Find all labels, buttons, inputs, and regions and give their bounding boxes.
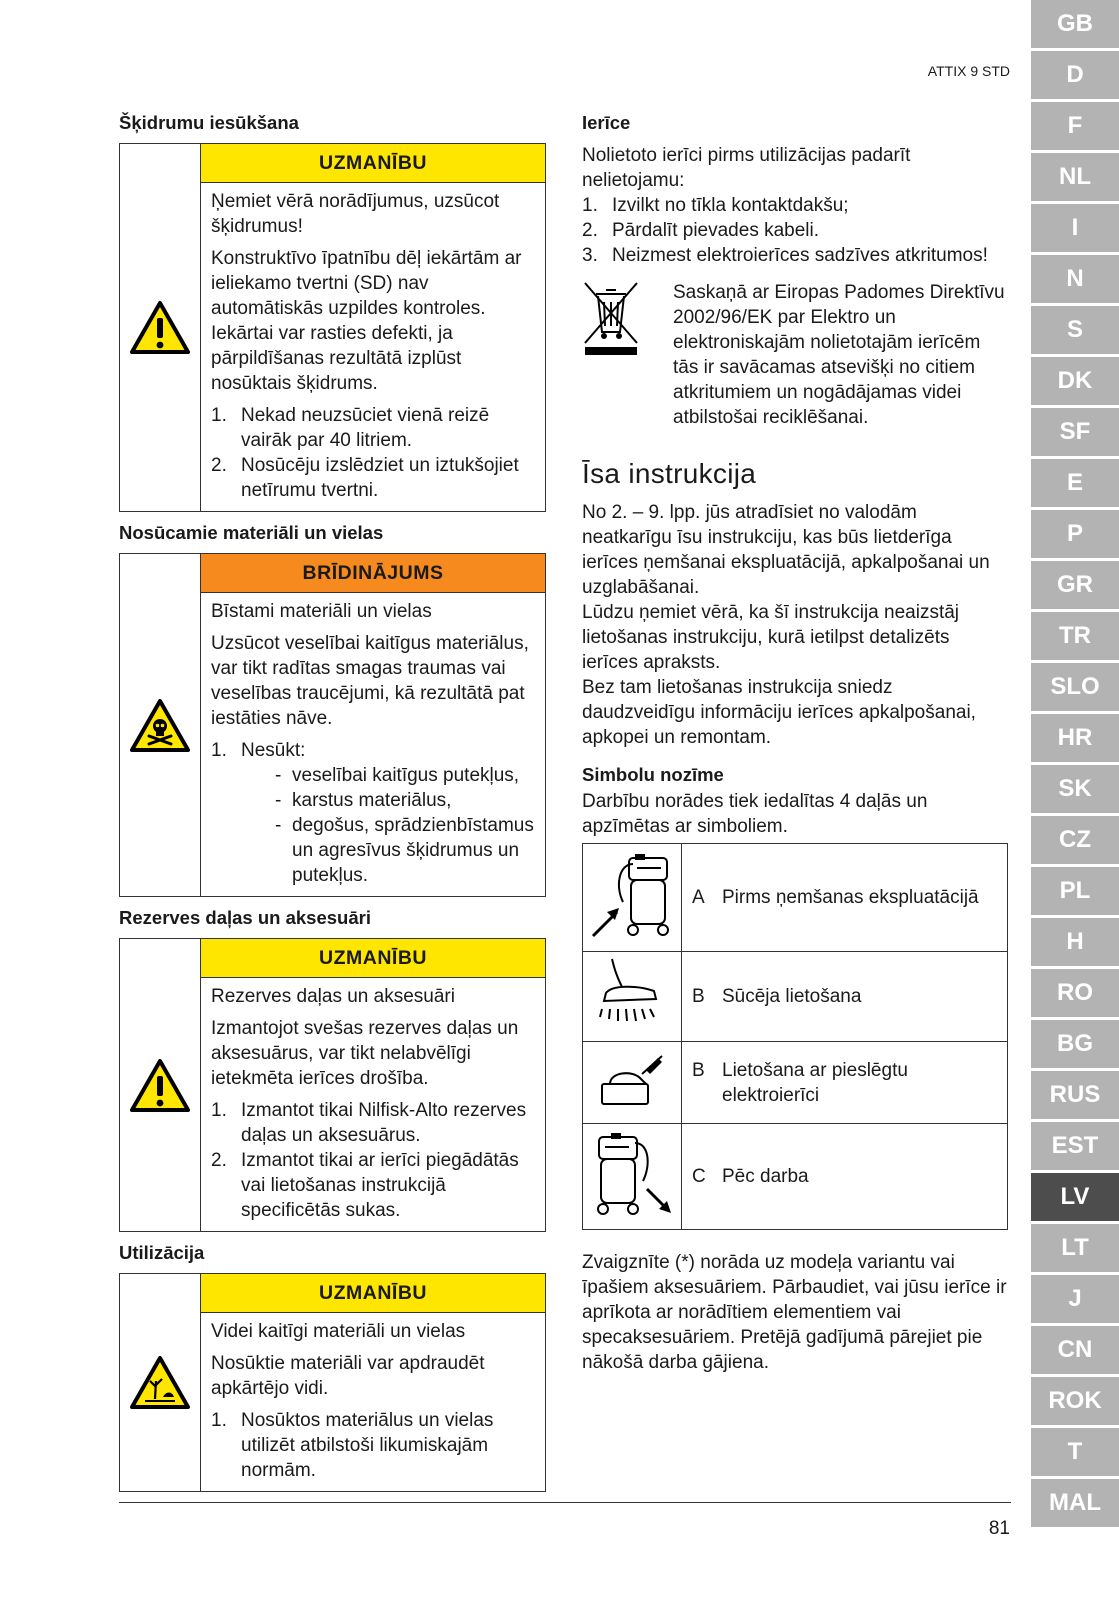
section-heading: Rezerves daļas un aksesuāri xyxy=(119,907,371,928)
language-tab-i[interactable]: I xyxy=(1031,204,1119,252)
language-tab-mal[interactable]: MAL xyxy=(1031,1479,1119,1527)
warning-triangle-icon xyxy=(120,939,201,1231)
language-tab-cz[interactable]: CZ xyxy=(1031,816,1119,864)
section-heading: Utilizācija xyxy=(119,1242,205,1263)
vacuum-after-work-icon xyxy=(583,1124,682,1230)
symbol-letter: C xyxy=(692,1166,706,1187)
table-row xyxy=(583,844,1008,952)
list-item: 1. Izmantot tikai Nilfisk-Alto rezerves daļas un aksesuārus. xyxy=(211,1100,527,1146)
list-item: 2. Nosūcēju izslēdziet un iztukšojiet netīrumu tvertni. xyxy=(211,455,519,501)
list-item: 1. Nesūkt: - veselībai kaitīgus putekļus, - karstus materiālus, - degošus, sprādzienbīstamus un agresīvus šķidrumus un putekļus. xyxy=(211,740,534,886)
table-row xyxy=(583,952,1008,1042)
environment-hazard-icon xyxy=(120,1274,201,1491)
section-heading: Simbolu nozīme xyxy=(582,764,724,785)
weee-text: Saskaņā ar Eiropas Padomes Direktīvu 2002/96/EK par Elektro un elektroniskajām nolietotajām ierīcēm tās ir savācamas atsevišķi no citiem atkritumiem un nogādājamas videi atbilstošai reciklēšanai. xyxy=(673,282,1005,428)
language-tab-e[interactable]: E xyxy=(1031,459,1119,507)
language-tab-t[interactable]: T xyxy=(1031,1428,1119,1476)
caution-label: UZMANĪBU xyxy=(201,144,545,183)
language-tab-sk[interactable]: SK xyxy=(1031,765,1119,813)
paragraph: Videi kaitīgi materiāli un vielas xyxy=(211,1321,466,1342)
language-tab-h[interactable]: H xyxy=(1031,918,1119,966)
language-tab-rok[interactable]: ROK xyxy=(1031,1377,1119,1425)
symbol-text: Pirms ņemšanas ekspluatācijā xyxy=(722,887,979,908)
vacuum-nozzle-icon xyxy=(583,952,682,1042)
paragraph: Nolietoto ierīci pirms utilizācijas padarīt nelietojamu: xyxy=(582,145,911,191)
language-tab-gr[interactable]: GR xyxy=(1031,561,1119,609)
list-item: 3. Neizmest elektroierīces sadzīves atkritumos! xyxy=(582,245,988,266)
footer-rule xyxy=(119,1502,1011,1503)
sub-list-item: - degošus, sprādzienbīstamus un agresīvus šķidrumus un putekļus. xyxy=(275,815,534,886)
paragraph: Zvaigznīte (*) norāda uz modeļa variantu vai īpašiem aksesuāriem. Pārbaudiet, vai jūsu ierīce ir aprīkota ar norādītiem elementiem vai specaksesuāriem. Pretējā gadījumā pārejiet pie nākošā darba gājiena. xyxy=(582,1252,1007,1373)
symbol-text: Sūcēja lietošana xyxy=(722,986,862,1007)
language-tabs xyxy=(1031,0,1119,1530)
warning-triangle-icon xyxy=(120,144,201,511)
sub-list-item: - veselībai kaitīgus putekļus, xyxy=(275,765,520,786)
list-item: 2. Izmantot tikai ar ierīci piegādātās vai lietošanas instrukcijā specificētās sukas. xyxy=(211,1150,519,1221)
caution-label: UZMANĪBU xyxy=(201,939,545,978)
symbol-text: Pēc darba xyxy=(722,1166,809,1187)
language-tab-gb[interactable]: GB xyxy=(1031,0,1119,48)
symbol-text: Lietošana ar pieslēgtu elektroierīci xyxy=(722,1059,908,1106)
language-tab-hr[interactable]: HR xyxy=(1031,714,1119,762)
language-tab-sf[interactable]: SF xyxy=(1031,408,1119,456)
crossed-bin-icon xyxy=(582,280,673,430)
page-number: 81 xyxy=(988,1518,1010,1539)
paragraph: Nosūktie materiāli var apdraudēt apkārtējo vidi. xyxy=(211,1353,485,1399)
paragraph: Konstruktīvo īpatnību dēļ iekārtām ar ieliekamo tvertni (SD) nav automātiskās uzpildes kontroles. Iekārtai var rasties defekti, ja pārpildīšanas rezultātā izplūst nosūktais šķidrums. xyxy=(211,248,522,394)
warning-label: BRĪDINĀJUMS xyxy=(201,554,545,593)
paragraph: Bīstami materiāli un vielas xyxy=(211,601,432,622)
language-tab-bg[interactable]: BG xyxy=(1031,1020,1119,1068)
language-tab-d[interactable]: D xyxy=(1031,51,1119,99)
language-tab-ro[interactable]: RO xyxy=(1031,969,1119,1017)
language-tab-p[interactable]: P xyxy=(1031,510,1119,558)
vacuum-setup-icon xyxy=(583,844,682,952)
symbol-letter: B xyxy=(692,1059,705,1081)
paragraph: Bez tam lietošanas instrukcija sniedz daudzveidīgu informāciju ierīces apkalpošanai, apkopei un remontam. xyxy=(582,677,976,748)
power-tool-icon xyxy=(583,1042,682,1124)
language-tab-pl[interactable]: PL xyxy=(1031,867,1119,915)
table-row xyxy=(583,1042,1008,1124)
section-heading: Šķidrumu iesūkšana xyxy=(119,112,299,133)
symbol-letter: B xyxy=(692,986,705,1007)
language-tab-n[interactable]: N xyxy=(1031,255,1119,303)
paragraph: Rezerves daļas un aksesuāri xyxy=(211,986,455,1007)
paragraph: Izmantojot svešas rezerves daļas un aksesuārus, var tikt nelabvēlīgi ietekmēta ierīces drošība. xyxy=(211,1018,519,1089)
section-title: Īsa instrukcija xyxy=(582,458,757,489)
section-heading: Ierīce xyxy=(582,112,631,133)
caution-box xyxy=(119,143,546,512)
language-tab-nl[interactable]: NL xyxy=(1031,153,1119,201)
left-column xyxy=(119,112,546,1502)
caution-box xyxy=(119,1273,546,1492)
paragraph: Uzsūcot veselībai kaitīgus materiālus, var tikt radītas smagas traumas vai veselības traucējumi, kā rezultātā pat iestāties nāve. xyxy=(211,633,529,729)
language-tab-lv[interactable]: LV xyxy=(1031,1173,1119,1221)
caution-label: UZMANĪBU xyxy=(201,1274,545,1313)
symbol-letter: A xyxy=(692,887,705,908)
list-item: 2. Pārdalīt pievades kabeli. xyxy=(582,220,820,241)
language-tab-slo[interactable]: SLO xyxy=(1031,663,1119,711)
paragraph: Ņemiet vērā norādījumus, uzsūcot šķidrumus! xyxy=(211,191,500,237)
language-tab-tr[interactable]: TR xyxy=(1031,612,1119,660)
language-tab-lt[interactable]: LT xyxy=(1031,1224,1119,1272)
list-item: 1. Izvilkt no tīkla kontaktdakšu; xyxy=(582,195,849,216)
language-tab-rus[interactable]: RUS xyxy=(1031,1071,1119,1119)
list-item: 1. Nosūktos materiālus un vielas utilizēt atbilstoši likumiskajām normām. xyxy=(211,1410,494,1481)
symbol-table xyxy=(582,843,1008,1230)
language-tab-j[interactable]: J xyxy=(1031,1275,1119,1323)
model-name: ATTIX 9 STD xyxy=(927,63,1010,79)
toxic-skull-icon xyxy=(120,554,201,896)
right-column xyxy=(582,112,1008,1375)
list-item: 1. Nekad neuzsūciet vienā reizē vairāk par 40 litriem. xyxy=(211,405,490,451)
paragraph: Darbību norādes tiek iedalītas 4 daļās un apzīmētas ar simboliem. xyxy=(582,791,928,837)
caution-box xyxy=(119,938,546,1232)
warning-box xyxy=(119,553,546,897)
paragraph: No 2. – 9. lpp. jūs atradīsiet no valodām neatkarīgu īsu instrukciju, kas būs lietderīga ierīces ņemšanai ekspluatācijā, apkalpošanai un uzglabāšanai. xyxy=(582,502,990,598)
weee-notice xyxy=(582,280,1008,430)
language-tab-cn[interactable]: CN xyxy=(1031,1326,1119,1374)
language-tab-f[interactable]: F xyxy=(1031,102,1119,150)
table-row xyxy=(583,1124,1008,1230)
paragraph: Lūdzu ņemiet vērā, ka šī instrukcija neaizstāj lietošanas instrukciju, kurā ietilpst detalizēts ierīces apraksts. xyxy=(582,602,960,673)
language-tab-s[interactable]: S xyxy=(1031,306,1119,354)
language-tab-dk[interactable]: DK xyxy=(1031,357,1119,405)
language-tab-est[interactable]: EST xyxy=(1031,1122,1119,1170)
sub-list-item: - karstus materiālus, xyxy=(275,790,452,811)
section-heading: Nosūcamie materiāli un vielas xyxy=(119,522,384,543)
